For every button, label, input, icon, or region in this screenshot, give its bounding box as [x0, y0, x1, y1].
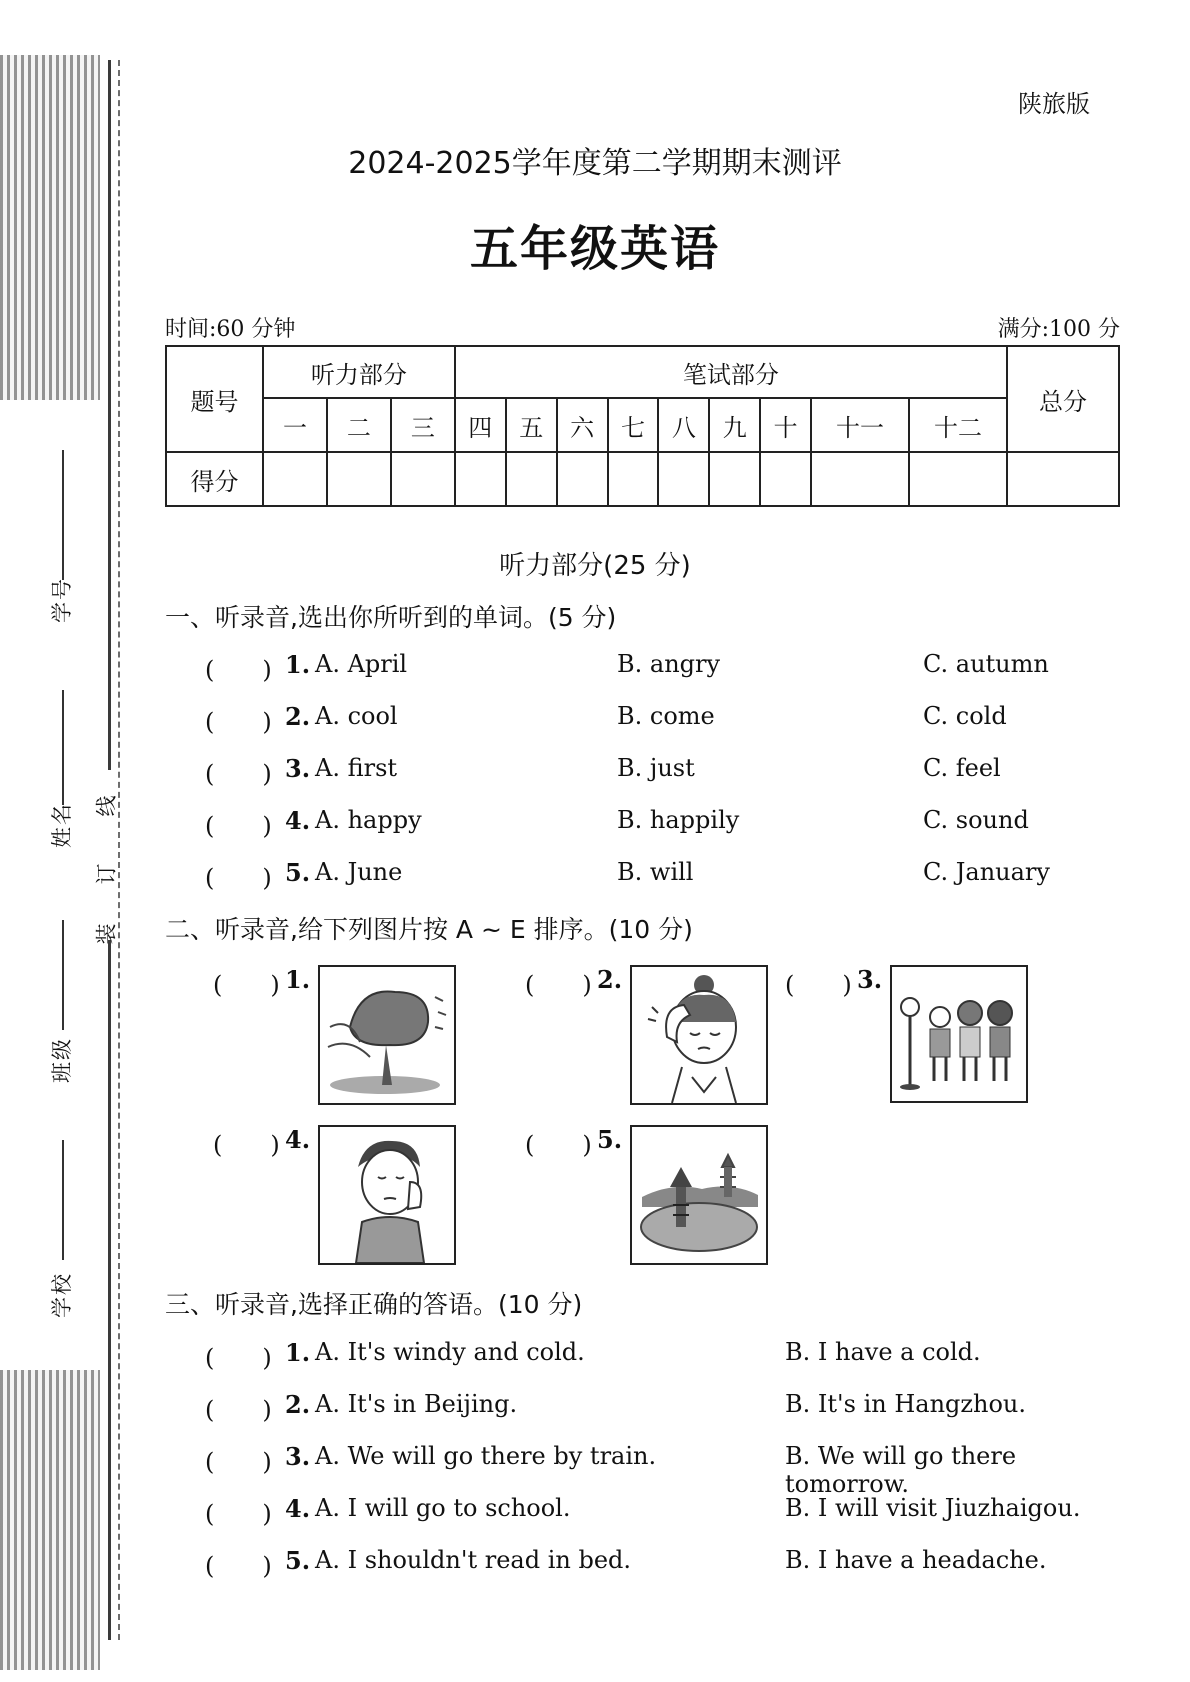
option-c: C. sound [923, 806, 1029, 834]
answer-blank[interactable]: ( ) [785, 971, 852, 999]
question-number: 1. [285, 650, 311, 679]
full-score: 满分:100 分 [997, 317, 1120, 342]
question-number: 4. [285, 806, 311, 835]
option-b: B. come [617, 702, 715, 730]
col-3: 三 [391, 398, 455, 452]
student-no-label: 学号 [50, 577, 74, 623]
option-b: B. angry [617, 650, 721, 678]
pagoda-lake-icon [630, 1125, 768, 1265]
score-cell[interactable] [608, 452, 659, 506]
col-1: 一 [263, 398, 327, 452]
answer-blank[interactable]: ( ) [205, 1448, 272, 1476]
option-b: B. happily [617, 806, 740, 834]
score-cell[interactable] [811, 452, 909, 506]
question-number: 5. [597, 1125, 623, 1154]
option-a: A. happy [315, 806, 422, 834]
score-cell[interactable] [557, 452, 608, 506]
total-header: 总分 [1007, 346, 1119, 452]
option-a: A. I shouldn't read in bed. [315, 1546, 632, 1574]
option-a: A. June [315, 858, 403, 886]
s1-question-2 [205, 702, 1135, 736]
answer-blank[interactable]: ( ) [205, 1396, 272, 1424]
col-12: 十二 [909, 398, 1007, 452]
question-number: 2. [597, 965, 623, 994]
school-label: 学校 [50, 1272, 74, 1318]
option-a: A. We will go there by train. [315, 1442, 657, 1470]
option-c: C. January [923, 858, 1050, 886]
exam-subject: 五年级英语 [469, 221, 720, 277]
question-number: 3. [857, 965, 883, 994]
class-line [62, 920, 64, 1030]
question-number: 5. [285, 1546, 311, 1575]
answer-blank[interactable]: ( ) [205, 1344, 272, 1372]
answer-blank[interactable]: ( ) [205, 812, 272, 840]
score-cell[interactable] [263, 452, 327, 506]
score-cell[interactable] [455, 452, 506, 506]
option-a: A. It's windy and cold. [315, 1338, 585, 1366]
option-c: C. feel [923, 754, 1001, 782]
writing-header: 笔试部分 [455, 346, 1007, 398]
col-8: 八 [658, 398, 709, 452]
name-line [62, 690, 64, 805]
headache-girl-icon [630, 965, 768, 1105]
answer-blank[interactable]: ( ) [205, 1552, 272, 1580]
option-b: B. I will visit Jiuzhaigou. [785, 1494, 1081, 1522]
edition-label: 陕旅版 [1018, 90, 1090, 118]
seal-char-3: 线 [94, 793, 119, 817]
answer-blank[interactable]: ( ) [205, 864, 272, 892]
toothache-boy-icon [318, 1125, 456, 1265]
s3-question-3 [205, 1442, 1135, 1498]
option-b: B. I have a cold. [785, 1338, 981, 1366]
class-label: 班级 [50, 1037, 74, 1083]
s1-question-4 [205, 806, 1135, 840]
s3-question-2 [205, 1390, 1135, 1424]
option-c: C. autumn [923, 650, 1049, 678]
question-number: 5. [285, 858, 311, 887]
total-score-cell[interactable] [1007, 452, 1119, 506]
bus-stop-children-icon [890, 965, 1028, 1103]
answer-blank[interactable]: ( ) [213, 971, 280, 999]
s1-question-3 [205, 754, 1135, 788]
col-7: 七 [608, 398, 659, 452]
section2-heading: 二、听录音,给下列图片按 A ~ E 排序。(10 分) [165, 915, 693, 944]
score-cell[interactable] [709, 452, 760, 506]
question-number: 1. [285, 1338, 311, 1367]
score-cell[interactable] [909, 452, 1007, 506]
s1-question-5 [205, 858, 1135, 892]
s3-question-5 [205, 1546, 1135, 1580]
listening-header: 听力部分 [263, 346, 455, 398]
answer-blank[interactable]: ( ) [205, 656, 272, 684]
score-row-header: 得分 [166, 452, 263, 506]
col-4: 四 [455, 398, 506, 452]
option-b: B. will [617, 858, 694, 886]
s3-question-1 [205, 1338, 1135, 1372]
col-5: 五 [506, 398, 557, 452]
option-c: C. cold [923, 702, 1007, 730]
question-number: 3. [285, 1442, 311, 1471]
s3-question-4 [205, 1494, 1135, 1528]
section1-heading: 一、听录音,选出你所听到的单词。(5 分) [165, 603, 617, 632]
option-a: A. I will go to school. [315, 1494, 571, 1522]
question-number: 2. [285, 1390, 311, 1419]
answer-blank[interactable]: ( ) [205, 708, 272, 736]
answer-blank[interactable]: ( ) [525, 971, 592, 999]
answer-blank[interactable]: ( ) [213, 1131, 280, 1159]
listening-section-title: 听力部分(25 分) [499, 551, 691, 581]
col-10: 十 [760, 398, 811, 452]
windy-tree-icon [318, 965, 456, 1105]
col-11: 十一 [811, 398, 909, 452]
answer-blank[interactable]: ( ) [525, 1131, 592, 1159]
answer-blank[interactable]: ( ) [205, 1500, 272, 1528]
option-b: B. I have a headache. [785, 1546, 1047, 1574]
option-a: A. cool [315, 702, 398, 730]
binding-dashed-line [118, 60, 120, 1640]
question-number: 4. [285, 1494, 311, 1523]
score-cell[interactable] [760, 452, 811, 506]
option-b: B. It's in Hangzhou. [785, 1390, 1027, 1418]
score-table [165, 345, 1120, 507]
col-2: 二 [327, 398, 391, 452]
option-a: A. April [315, 650, 408, 678]
time-limit: 时间:60 分钟 [165, 317, 296, 342]
score-cell[interactable] [658, 452, 709, 506]
question-number: 2. [285, 702, 311, 731]
score-cell[interactable] [506, 452, 557, 506]
question-number: 3. [285, 754, 311, 783]
seal-char-1: 装 [94, 921, 119, 945]
score-cell[interactable] [327, 452, 391, 506]
exam-title: 2024-2025学年度第二学期期末测评 [348, 146, 842, 181]
name-label: 姓名 [50, 802, 74, 848]
option-b: B. We will go there tomorrow. [785, 1442, 1017, 1498]
option-a: A. It's in Beijing. [315, 1390, 518, 1418]
question-no-header: 题号 [166, 346, 263, 452]
s1-question-1 [205, 650, 1135, 684]
answer-blank[interactable]: ( ) [205, 760, 272, 788]
score-cell[interactable] [391, 452, 455, 506]
seal-char-2: 订 [94, 861, 119, 885]
col-6: 六 [557, 398, 608, 452]
col-9: 九 [709, 398, 760, 452]
binding-stripes-bottom [0, 1370, 100, 1670]
time-score-row [165, 312, 1120, 343]
question-number: 1. [285, 965, 311, 994]
option-b: B. just [617, 754, 695, 782]
question-number: 4. [285, 1125, 311, 1154]
school-line [62, 1140, 64, 1260]
option-a: A. first [315, 754, 398, 782]
section3-heading: 三、听录音,选择正确的答语。(10 分) [165, 1290, 583, 1319]
